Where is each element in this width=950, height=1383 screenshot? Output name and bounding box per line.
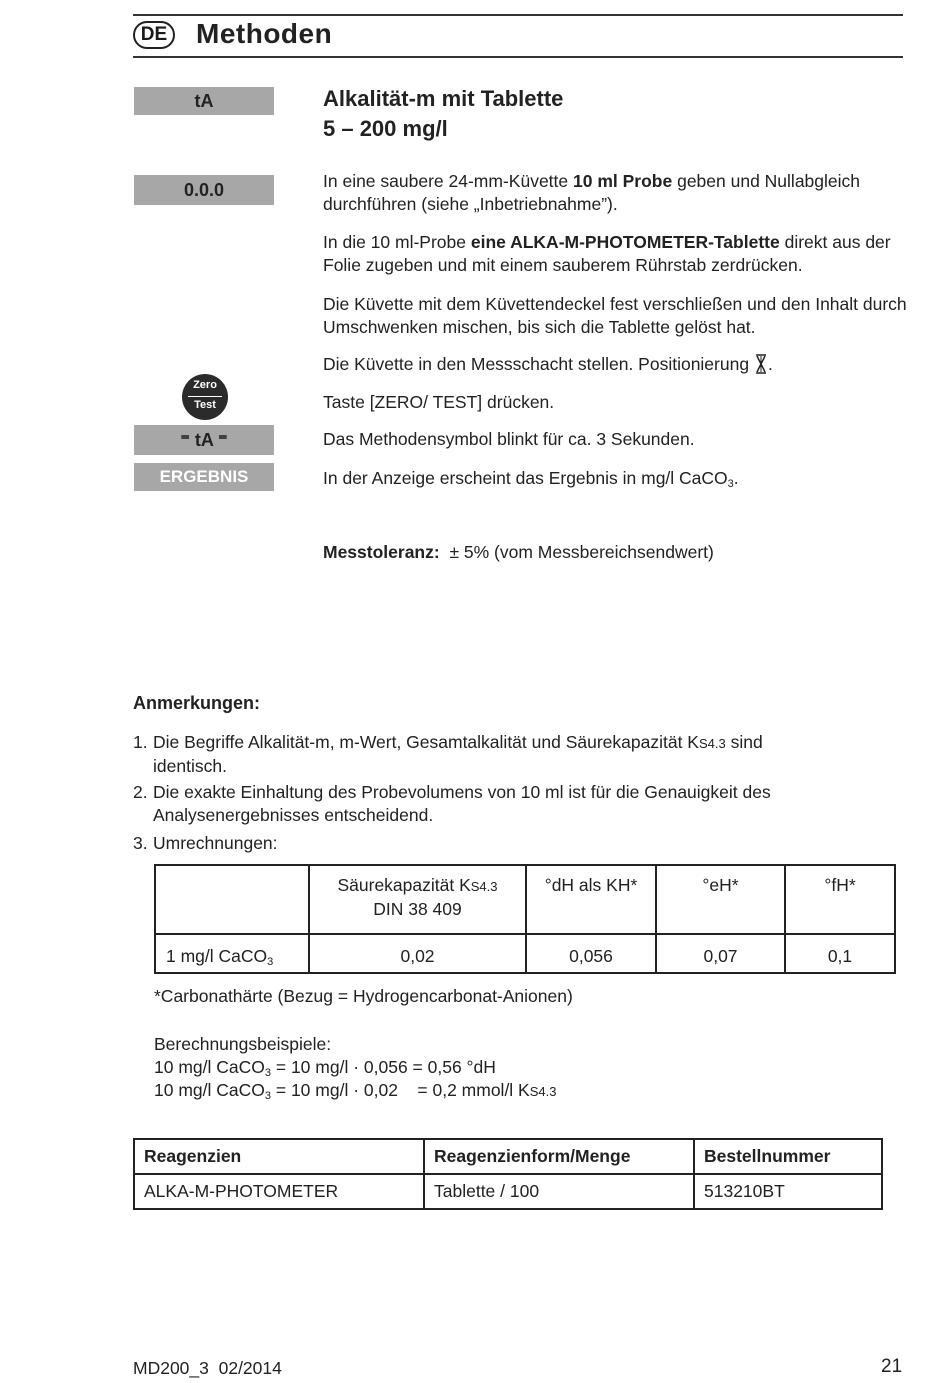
- step-1: In eine saubere 24-mm-Küvette 10 ml Probe geben und Nullabgleich durchführen (siehe „Inbetriebnahme”).: [323, 171, 861, 214]
- blink-right-icon: ⁼: [213, 430, 228, 450]
- table-header-row: [134, 1139, 882, 1174]
- measurement-tolerance: Messtoleranz: ± 5% (vom Messbereichsendwert): [323, 542, 714, 562]
- table-header-cell: Säurekapazität KS4.3 DIN 38 409: [309, 865, 526, 934]
- step-6: Das Methodensymbol blinkt für ca. 3 Sekunden.: [323, 429, 695, 449]
- method-title: Alkalität-m mit Tablette 5 – 200 mg/l: [323, 86, 564, 141]
- table-header-cell: °fH*: [785, 865, 895, 934]
- step-3: Die Küvette mit dem Küvettendeckel fest verschließen und den Inhalt durch Umschwenken mischen, bis sich die Tablette gelöst hat.: [323, 294, 907, 337]
- page-number: 21: [881, 1356, 903, 1377]
- table-header-cell: °dH als KH*: [526, 865, 656, 934]
- table-header-row: [155, 865, 895, 934]
- blink-left-icon: ⁼: [180, 430, 195, 450]
- footnote: *Carbonathärte (Bezug = Hydrogencarbonat-Anionen): [154, 986, 573, 1006]
- step-2: In die 10 ml-Probe eine ALKA-M-PHOTOMETER-Tablette direkt aus der Folie zugeben und mit einem sauberem Rührstab zerdrücken.: [323, 232, 891, 275]
- table-header-cell: Reagenzienform/Menge: [424, 1139, 694, 1174]
- section-title: Methoden: [196, 18, 333, 49]
- table-cell: 0,02: [309, 934, 526, 973]
- notes-title: Anmerkungen:: [133, 693, 261, 713]
- table-cell: 513210BT: [694, 1174, 882, 1209]
- language-badge: DE: [133, 21, 175, 49]
- note-3: 3. Umrechnungen:: [133, 833, 278, 853]
- note-1: 1. Die Begriffe Alkalität-m, m-Wert, Gesamtalkalität und Säurekapazität KS4.3 sind identisch.: [133, 732, 763, 776]
- conversion-table: [154, 864, 896, 974]
- display-method-symbol: tA: [134, 87, 274, 115]
- display-result: ERGEBNIS: [134, 463, 274, 491]
- table-header-cell: [155, 865, 309, 934]
- hourglass-position-icon: [754, 354, 768, 374]
- table-cell: 1 mg/l CaCO$_3$: [155, 934, 309, 973]
- step-5: Taste [ZERO/ TEST] drücken.: [323, 392, 555, 412]
- step-4: Die Küvette in den Messschacht stellen. Positionierung .: [323, 354, 773, 374]
- table-cell: ALKA-M-PHOTOMETER: [134, 1174, 424, 1209]
- table-header-cell: °eH*: [656, 865, 785, 934]
- step-7: In der Anzeige erscheint das Ergebnis in mg/l CaCO$_3$.: [323, 468, 739, 490]
- header-bottom-rule: [133, 56, 903, 58]
- table-row: [134, 1174, 882, 1209]
- table-header-cell: Reagenzien: [134, 1139, 424, 1174]
- document-id: MD200_3 02/2014: [133, 1358, 282, 1378]
- zero-test-button-icon: Zero Test: [182, 374, 228, 420]
- table-cell: 0,1: [785, 934, 895, 973]
- display-blinking-symbol: ⁼ tA ⁼: [134, 425, 274, 455]
- calculation-examples: Berechnungsbeispiele: 10 mg/l CaCO$_3$ = 10 mg/l · 0,056 = 0,56 °dH 10 mg/l CaCO$_3$ = 10 mg/l · 0,02 = 0,2 mmol/l KS4.3: [154, 1034, 557, 1102]
- header-top-rule: [133, 14, 903, 16]
- table-row: [155, 934, 895, 973]
- display-zero: 0.0.0: [134, 175, 274, 205]
- table-cell: 0,07: [656, 934, 785, 973]
- reagents-table: [133, 1138, 883, 1210]
- table-header-cell: Bestellnummer: [694, 1139, 882, 1174]
- table-cell: Tablette / 100: [424, 1174, 694, 1209]
- note-2: 2. Die exakte Einhaltung des Probevolumens von 10 ml ist für die Genauigkeit des Analysenergebnisses entscheidend.: [133, 782, 771, 825]
- table-cell: 0,056: [526, 934, 656, 973]
